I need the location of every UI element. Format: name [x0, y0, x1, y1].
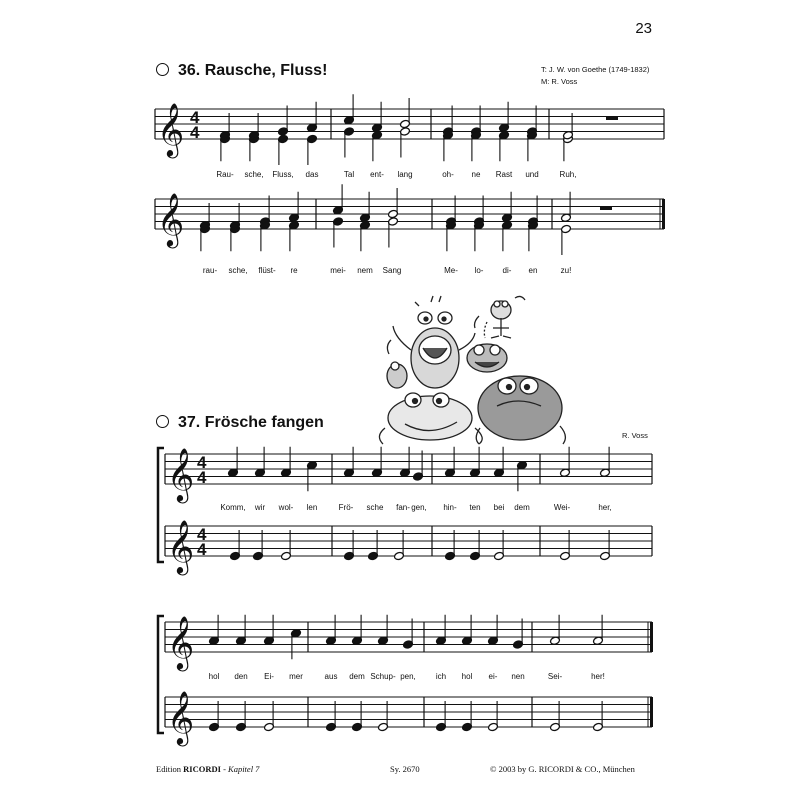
lyric-syllable: re	[290, 266, 298, 275]
music-credit: R. Voss	[622, 431, 648, 440]
treble-clef-icon: 𝄞	[167, 447, 195, 501]
footer-brand: RICORDI	[183, 764, 221, 774]
lyric-syllable: und	[525, 170, 539, 179]
lyric-syllable: ten	[469, 503, 481, 512]
lyric-syllable: nen	[511, 672, 525, 681]
whole-rest	[606, 117, 618, 121]
lyric-syllable: Ei-	[264, 672, 274, 681]
lyric-syllable: Schup-	[370, 672, 396, 681]
lyric-syllable: en	[528, 266, 538, 275]
lyric-syllable: di-	[502, 266, 512, 275]
lyric-syllable: mei-	[330, 266, 346, 275]
system-bracket	[158, 448, 164, 562]
lyric-syllable: mer	[289, 672, 303, 681]
text-credit: T: J. W. von Goethe (1749-1832)	[541, 65, 650, 74]
time-signature-bottom: 4	[197, 540, 207, 559]
lyric-syllable: ent-	[370, 170, 384, 179]
lyric-syllable: Komm,	[220, 503, 246, 512]
lyric-syllable: Ruh,	[559, 170, 577, 179]
treble-clef-icon: 𝄞	[157, 102, 185, 156]
lyric-syllable: aus	[324, 672, 338, 681]
final-bar-thick	[650, 697, 653, 727]
lyric-syllable: ne	[471, 170, 481, 179]
lyric-syllable: dem	[514, 503, 530, 512]
footer-chapter: Kapitel 7	[228, 764, 260, 774]
lyric-syllable: gen,	[411, 503, 427, 512]
footer-catalog-number: Sy. 2670	[390, 764, 420, 774]
lyric-syllable: Wei-	[553, 503, 571, 512]
final-bar-thick	[662, 199, 665, 229]
lyric-syllable: hol	[461, 672, 473, 681]
lyric-syllable: fan-	[396, 503, 410, 512]
lyric-syllable: hol	[208, 672, 220, 681]
time-signature-bottom: 4	[190, 123, 200, 142]
lyric-syllable: flüst-	[258, 266, 276, 275]
lyric-syllable: lang	[397, 170, 413, 179]
lyric-syllable: Rast	[495, 170, 513, 179]
time-signature-top: 4	[197, 525, 207, 544]
lyric-syllable: sche,	[244, 170, 264, 179]
lyric-syllable: her!	[591, 672, 605, 681]
time-signature-bottom: 4	[197, 468, 207, 487]
footer-sep: -	[220, 764, 229, 774]
lyric-syllable: oh-	[442, 170, 454, 179]
lyric-syllable: sche,	[228, 266, 248, 275]
lyric-syllable: Fluss,	[272, 170, 294, 179]
footer-prefix: Edition	[156, 764, 184, 774]
lyric-syllable: pen,	[400, 672, 416, 681]
lyric-syllable: Sang	[382, 266, 402, 275]
footer-copyright: © 2003 by G. RICORDI & CO., München	[490, 764, 635, 774]
lyric-syllable: Frö-	[338, 503, 354, 512]
lyric-syllable: nem	[357, 266, 373, 275]
music-credit: M: R. Voss	[541, 77, 578, 86]
lyric-syllable: zu!	[560, 266, 572, 275]
lyric-syllable: den	[234, 672, 248, 681]
lyric-syllable: len	[306, 503, 318, 512]
song-title-text: 36. Rausche, Fluss!	[178, 62, 328, 79]
lyric-syllable: lo-	[474, 266, 484, 275]
treble-clef-icon: 𝄞	[167, 519, 195, 573]
final-bar-thick	[650, 622, 653, 652]
time-signature-top: 4	[197, 453, 207, 472]
lyric-syllable: ei-	[488, 672, 498, 681]
lyric-syllable: Rau-	[216, 170, 234, 179]
system-bracket	[158, 616, 164, 733]
lyric-syllable: bei	[493, 503, 505, 512]
lyric-syllable: wol-	[278, 503, 294, 512]
lyric-syllable: hin-	[443, 503, 457, 512]
treble-clef-icon: 𝄞	[157, 192, 185, 246]
lyric-syllable: wir	[254, 503, 266, 512]
frog-illustration	[375, 288, 570, 448]
lyric-syllable: dem	[349, 672, 365, 681]
treble-clef-icon: 𝄞	[167, 615, 195, 669]
lyric-syllable: das	[305, 170, 319, 179]
lyric-syllable: ich	[435, 672, 447, 681]
lyric-syllable: rau-	[202, 266, 218, 275]
page-number: 23	[635, 20, 652, 37]
lyric-syllable: her,	[598, 503, 612, 512]
song-title-text: 37. Frösche fangen	[178, 414, 324, 431]
footer-edition	[156, 764, 259, 774]
treble-clef-icon: 𝄞	[167, 690, 195, 744]
lyric-syllable: Sei-	[547, 672, 563, 681]
lyric-syllable: sche	[366, 503, 384, 512]
time-signature-top: 4	[190, 108, 200, 127]
whole-rest	[600, 207, 612, 211]
lyric-syllable: Tal	[343, 170, 355, 179]
lyric-syllable: Me-	[444, 266, 458, 275]
